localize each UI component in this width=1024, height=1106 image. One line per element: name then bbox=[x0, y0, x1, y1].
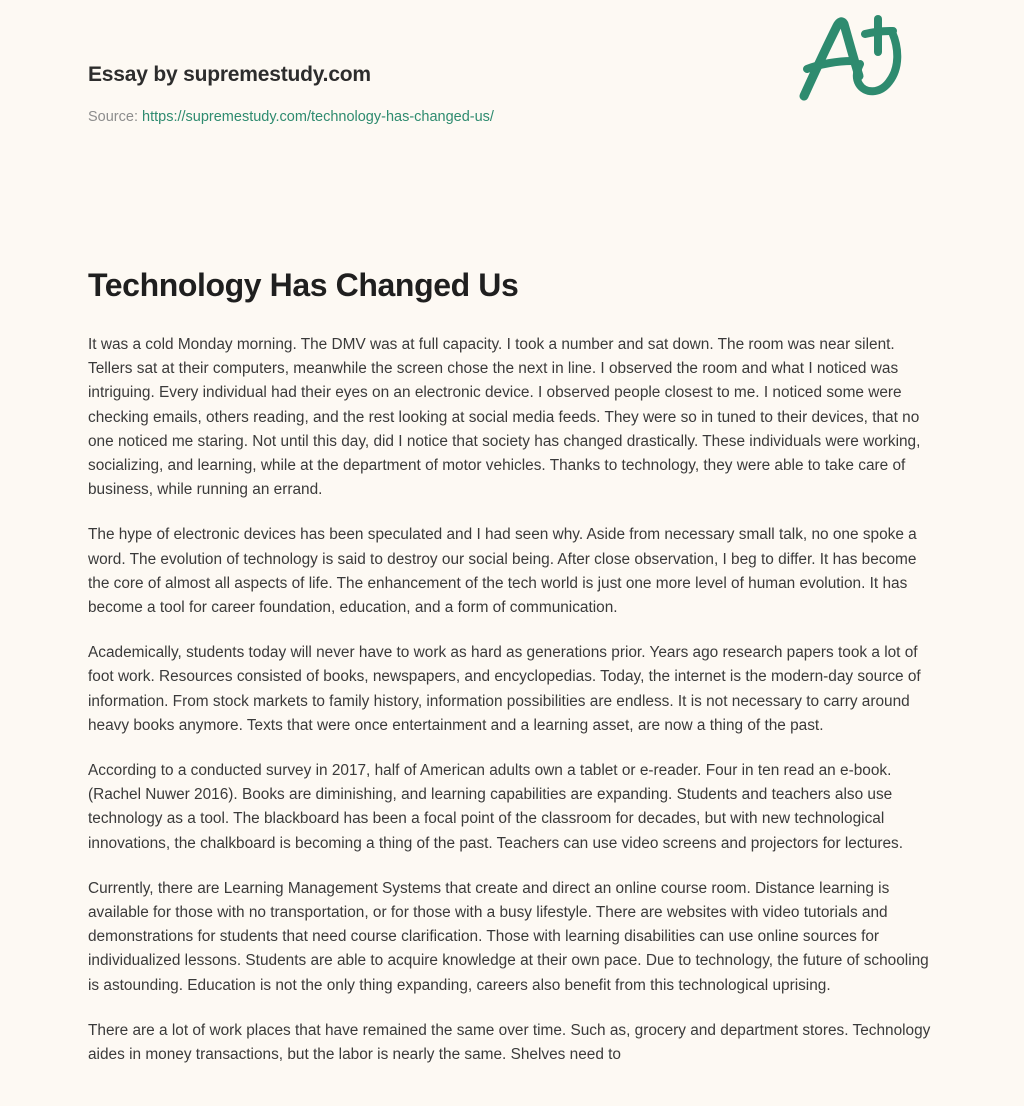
a-plus-logo-icon bbox=[788, 8, 908, 108]
essay-byline: Essay by supremestudy.com bbox=[88, 63, 371, 86]
paragraph: It was a cold Monday morning. The DMV was at full capacity. I took a number and sat down. The room was near silent. Tellers sat at their computers, meanwhile the screen chose the next in line. I observed the room and what I noticed was intriguing. Every individual had their eyes on an electronic device. I observed people closest to me. I noticed some were checking emails, others reading, and the rest looking at social media feeds. They were so in tuned to their devices, that no one noticed me staring. Not until this day, did I notice that society has changed drastically. These individuals were working, socializing, and learning, while at the department of motor vehicles. Thanks to technology, they were able to take care of business, while running an errand. bbox=[88, 336, 921, 499]
source-label: Source: bbox=[88, 109, 138, 126]
article-body bbox=[88, 333, 934, 1067]
paragraph: There are a lot of work places that have remained the same over time. Such as, grocery and department stores. Technology aides in money transactions, but the labor is nearly the same. Shelves need to bbox=[88, 1021, 931, 1064]
page-header bbox=[88, 0, 936, 172]
page-title: Technology Has Changed Us bbox=[88, 267, 519, 303]
source-line bbox=[88, 109, 936, 126]
paragraph: Academically, students today will never have to work as hard as generations prior. Years ago research papers took a lot of foot work. Resources consisted of books, newspapers, and encyclopedias. Today, the internet is the modern-day source of information. From stock markets to family history, information possibilities are endless. It is not necessary to carry around heavy books anymore. Texts that were once entertainment and a learning asset, are now a thing of the past. bbox=[88, 644, 921, 734]
source-url-link[interactable]: https://supremestudy.com/technology-has-changed-us/ bbox=[142, 109, 494, 126]
paragraph: The hype of electronic devices has been speculated and I had seen why. Aside from necessary small talk, no one spoke a word. The evolution of technology is said to destroy our social being. After close observation, I beg to differ. It has become the core of almost all aspects of life. The enhancement of the tech world is just one more level of human evolution. It has become a tool for career foundation, education, and a form of communication. bbox=[88, 526, 917, 617]
paragraph: According to a conducted survey in 2017, half of American adults own a tablet or e-reader. Four in ten read an e-book. (Rachel Nuwer 2016). Books are diminishing, and learning capabilities are expanding. Students and teachers also use technology as a tool. The blackboard has been a focal point of the classroom for decades, but with new technological innovations, the chalkboard is becoming a thing of the past. Teachers can use video screens and projectors for lectures. bbox=[88, 762, 904, 852]
paragraph: Currently, there are Learning Management Systems that create and direct an online course room. Distance learning is available for those with no transportation, or for those with a busy lifestyle. There are websites with video tutorials and demonstrations for students that need course clarification. Those with learning disabilities can use online sources for individualized lessons. Students are able to acquire knowledge at their own pace. Due to technology, the future of schooling is astounding. Education is not the only thing expanding, careers also benefit from this technological uprising. bbox=[88, 879, 929, 994]
